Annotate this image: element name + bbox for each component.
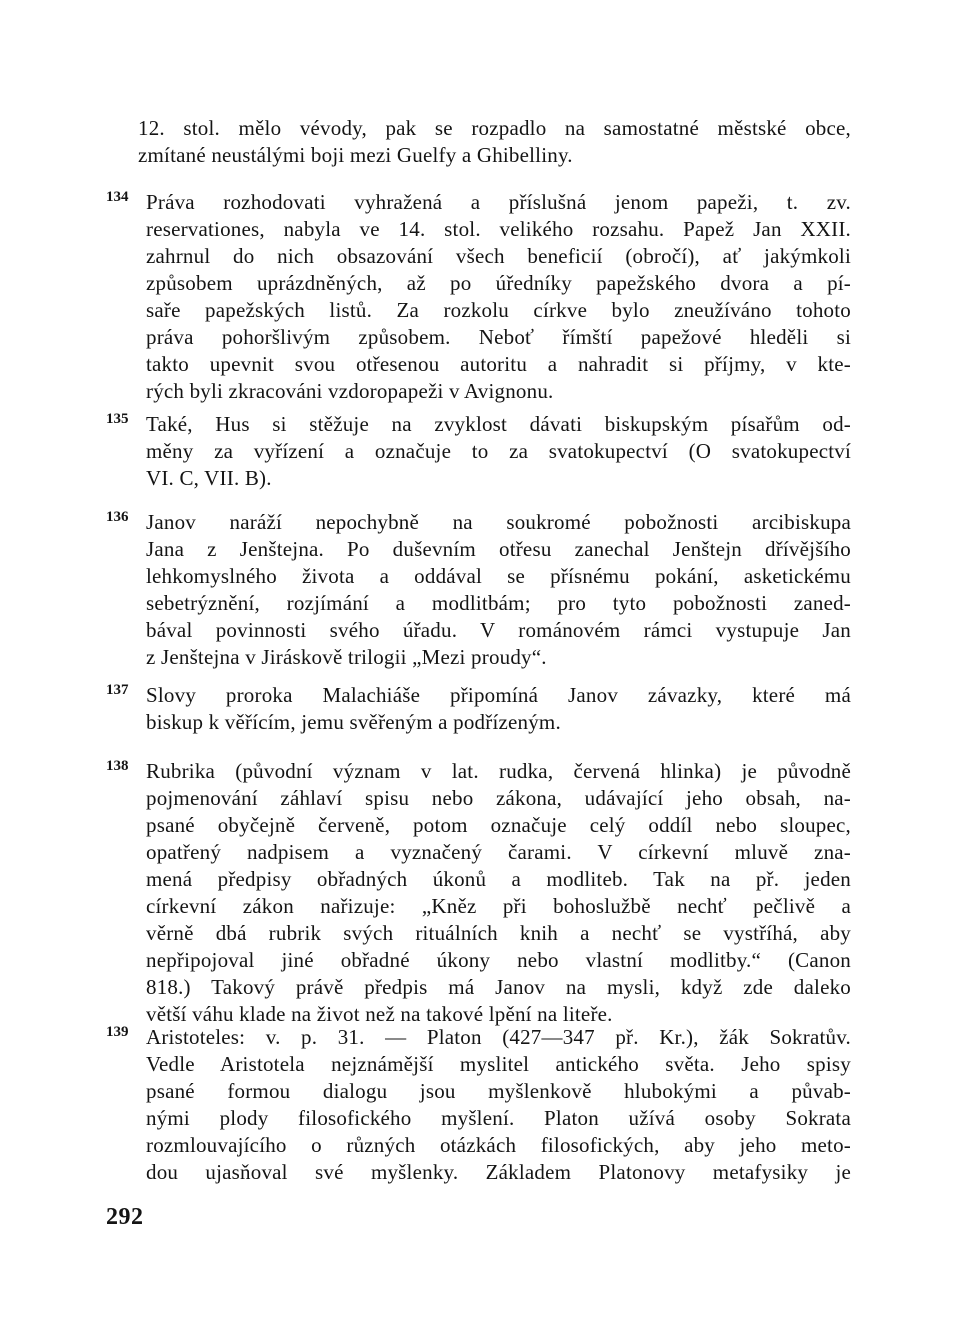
text-line: Janov naráží nepochybně na soukromé pobožnosti arcibiskupa [146,510,851,534]
footnote-number: 136 [106,509,129,525]
text-line: pojmenování záhlaví spisu nebo zákona, udávající jeho obsah, na- [146,786,851,810]
text-line: psané obyčejně červeně, potom označuje celý oddíl nebo sloupec, [146,813,851,837]
text-line: zmítané neustálými boji mezi Guelfy a Ghibelliny. [138,143,573,167]
text-line: církevní zákon nařizuje: „Kněz při bohoslužbě nechť pečlivě a [146,894,851,918]
text-line: Slovy proroka Malachiáše připomíná Janov závazky, které má [146,683,851,707]
text-line: zahrnul do nich obsazování všech beneficií (obročí), ať jakýmkoli [146,244,851,268]
text-line: opatřený nadpisem a vyznačený čarami. V církevní mluvě zna- [146,840,851,864]
text-line: saře papežských listů. Za rozkolu církve bylo zneužíváno tohoto [146,298,851,322]
text-line: 12. stol. mělo vévody, pak se rozpadlo na samostatné městské obce, [138,116,851,140]
text-line: Také, Hus si stěžuje na zvyklost dávati biskupským písařům od- [146,412,851,436]
text-line: měny za vyřízení a označuje to za svatokupectví (O svatokupectví [146,439,851,463]
footnote-number: 134 [106,189,129,205]
text-line: práva pohoršlivým způsobem. Neboť římští papežové hleděli si [146,325,851,349]
footnote-text [146,682,851,736]
text-line: biskup k věřícím, jemu svěřeným a podřízeným. [146,710,561,734]
text-line: větší váhu klade na život než na takové lpění na liteře. [146,1002,613,1026]
text-line: 818.) Takový právě předpis má Janov na mysli, když zde daleko [146,975,851,999]
text-line: mená předpisy obřadných úkonů a modliteb. Tak na př. jeden [146,867,851,891]
footnote-number: 137 [106,682,129,698]
text-line: Práva rozhodovati vyhražená a příslušná jenom papeži, t. zv. [146,190,851,214]
page-number: 292 [106,1204,144,1230]
text-line: takto upevnit svou otřesenou autoritu a nahradit si příjmy, v kte- [146,352,851,376]
text-line: nými plody filosofického myšlení. Platon užívá osoby Sokrata [146,1106,851,1130]
footnote-text [146,411,851,492]
text-line: lehkomyslného života a oddával se přísnému pokání, asketickému [146,564,851,588]
footnote-text [146,509,851,671]
text-line: Jana z Jenštejna. Po duševním otřesu zanechal Jenštejn dřívějšího [146,537,851,561]
text-line: z Jenštejna v Jiráskově trilogii „Mezi proudy“. [146,645,547,669]
text-line: věrně dbá rubrik svých rituálních knih a nechť se vystříhá, aby [146,921,851,945]
text-line: rozmlouvajícího o různých otázkách filosofických, aby jeho meto- [146,1133,851,1157]
footnote-text [146,1024,851,1186]
text-line: VI. C, VII. B). [146,466,272,490]
text-line: sebetrýznění, rozjímání a modlitbám; pro tyto pobožnosti zaned- [146,591,851,615]
note-body [138,115,851,169]
footnote-text [146,189,851,405]
text-line: Rubrika (původní význam v lat. rudka, červená hlinka) je původně [146,759,851,783]
footnote-text [146,758,851,1028]
footnote-number: 135 [106,411,129,427]
text-line: Vedle Aristotela nejznámější myslitel antického světa. Jeho spisy [146,1052,851,1076]
text-line: psané formou dialogu jsou myšlenkově hlubokými a půvab- [146,1079,851,1103]
text-line: nepřipojoval jiné obřadné úkony nebo vlastní modlitby.“ (Canon [146,948,851,972]
footnote-number: 138 [106,758,129,774]
footnote-number: 139 [106,1024,129,1040]
text-line: Aristoteles: v. p. 31. — Platon (427—347 př. Kr.), žák Sokratův. [146,1025,851,1049]
text-line: rých byli zkracováni vzdoropapeži v Avignonu. [146,379,554,403]
text-line: způsobem uprázdněných, až po úředníky papežského dvora a pí- [146,271,851,295]
text-line: bával povinnosti svého úřadu. V románovém rámci vystupuje Jan [146,618,851,642]
text-line: dou ujasňoval své myšlenky. Základem Platonovy metafysiky je [146,1160,851,1184]
text-line: reservationes, nabyla ve 14. stol. velikého rozsahu. Papež Jan XXII. [146,217,851,241]
